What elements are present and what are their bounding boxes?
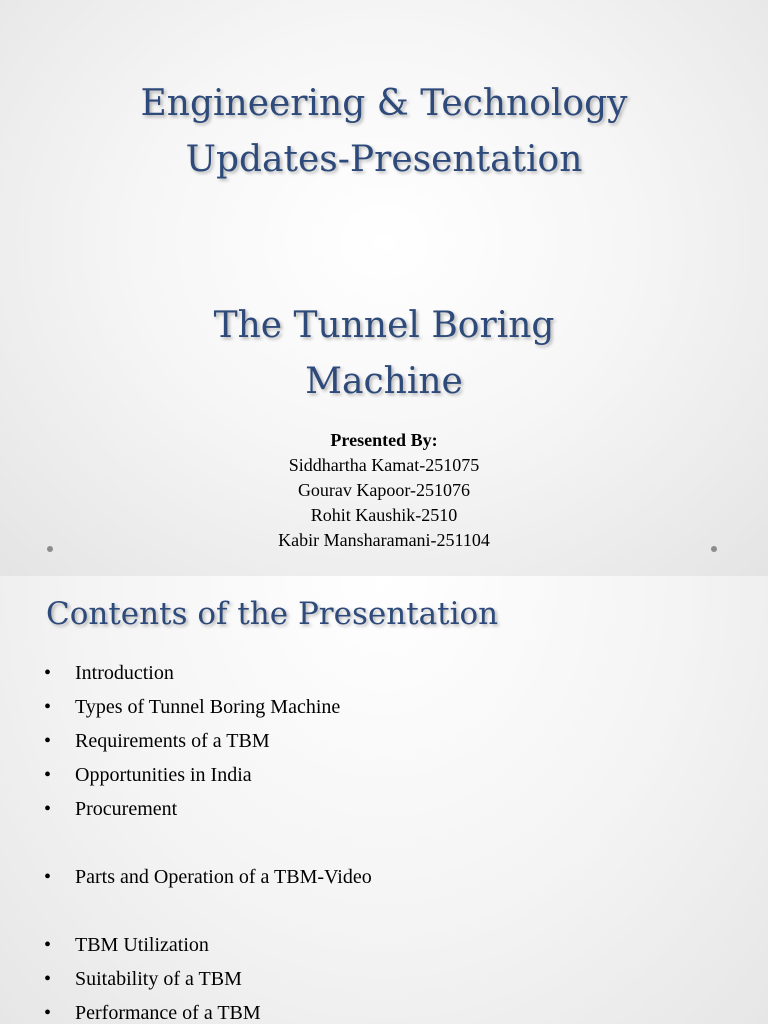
presenter-name: Siddhartha Kamat-251075 <box>288 455 480 475</box>
decorative-dot-icon <box>47 546 53 552</box>
presenter-name: Rohit Kaushik-2510 <box>310 505 458 525</box>
title-line: Engineering & Technology <box>140 83 628 124</box>
title-line: Updates-Presentation <box>185 139 583 180</box>
decorative-dot-icon <box>711 546 717 552</box>
list-item <box>44 758 372 792</box>
presenters-block <box>0 428 768 553</box>
bullet-icon: • <box>44 1002 52 1024</box>
presenter-name: Gourav Kapoor-251076 <box>297 480 471 500</box>
subtitle-line: Machine <box>305 361 463 402</box>
contents-title: Contents of the Presentation <box>46 596 499 632</box>
list-item <box>44 962 372 996</box>
subtitle-line: The Tunnel Boring <box>213 305 555 346</box>
list-item <box>44 792 372 826</box>
list-item-label: Suitability of a TBM <box>75 968 242 990</box>
list-item-label: Performance of a TBM <box>75 1002 261 1024</box>
list-item <box>44 724 372 758</box>
bullet-icon: • <box>44 968 52 990</box>
presentation-subtitle <box>0 298 768 410</box>
list-item <box>44 928 372 962</box>
bullet-icon: • <box>44 730 52 752</box>
bullet-icon: • <box>44 798 52 820</box>
bullet-icon: • <box>44 696 52 718</box>
list-item <box>44 690 372 724</box>
bullet-icon: • <box>44 934 52 956</box>
list-item-label: Opportunities in India <box>75 764 252 786</box>
list-item <box>44 860 372 894</box>
list-item-label: Requirements of a TBM <box>75 730 270 752</box>
list-item-label: Types of Tunnel Boring Machine <box>75 696 341 718</box>
list-item <box>44 656 372 690</box>
list-item-label: TBM Utilization <box>75 934 209 956</box>
presentation-title <box>0 76 768 188</box>
bullet-icon: • <box>44 866 52 888</box>
list-item-label: Introduction <box>75 662 174 684</box>
bullet-icon: • <box>44 764 52 786</box>
bullet-icon: • <box>44 662 52 684</box>
contents-list <box>44 656 372 1024</box>
list-item-label: Procurement <box>75 798 178 820</box>
list-item-label: Parts and Operation of a TBM-Video <box>75 866 372 888</box>
slide-contents <box>0 576 768 1024</box>
presented-by-heading: Presented By: <box>330 430 438 450</box>
list-item <box>44 996 372 1024</box>
presenter-name: Kabir Mansharamani-251104 <box>278 530 490 550</box>
